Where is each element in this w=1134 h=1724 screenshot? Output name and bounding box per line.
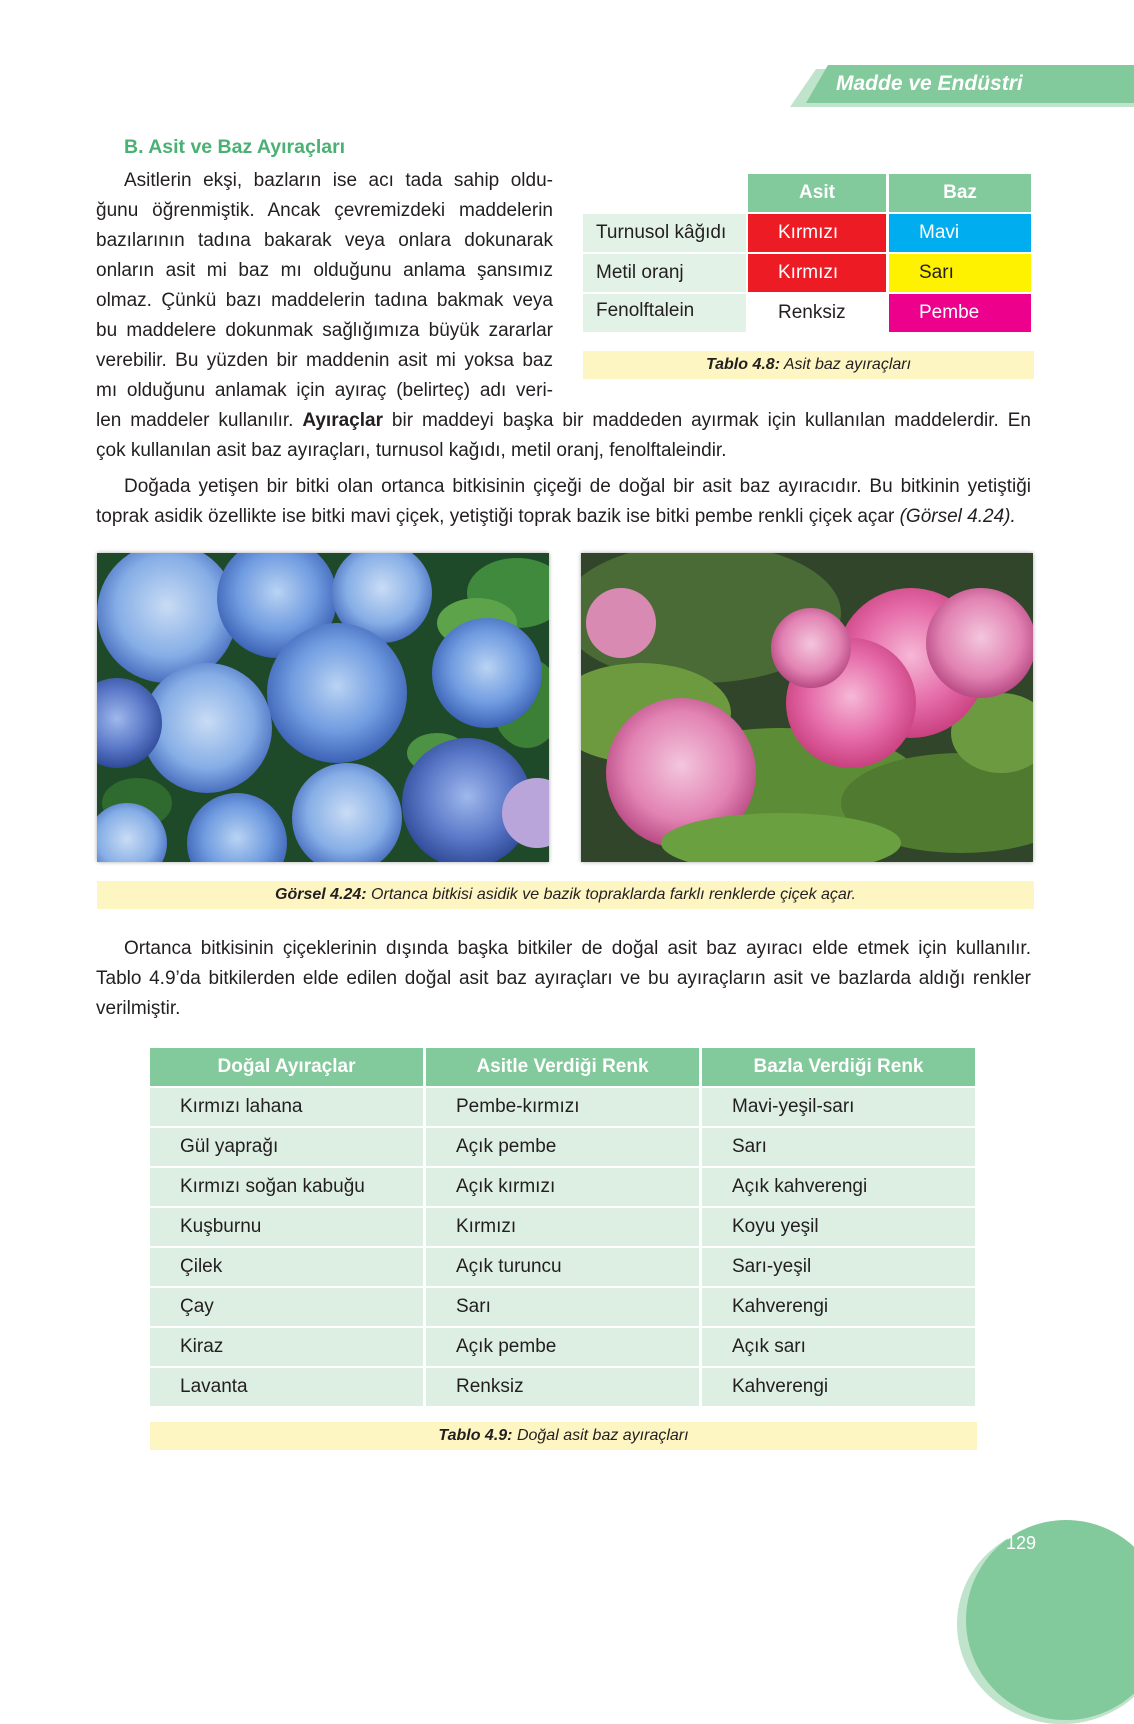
blue-hydrangea-photo: [97, 553, 549, 862]
table-row: [150, 1088, 975, 1126]
intro-line: Asitlerin ekşi, bazların ise acı tada sahip oldu-: [124, 170, 553, 191]
intro-line: mı olduğunu anlamak için ayıraç (belirteç) adı veri-: [96, 380, 553, 401]
table-row: [150, 1368, 975, 1406]
base-color-cell: Kahverengi: [702, 1368, 975, 1406]
indicator-name-cell: Kiraz: [150, 1328, 423, 1366]
acid-color-cell: Kırmızı: [748, 254, 886, 292]
page-number: 129: [1006, 1533, 1037, 1553]
acid-color-cell: Açık pembe: [426, 1128, 699, 1166]
base-color-cell: Açık sarı: [702, 1328, 975, 1366]
intro-line: olmaz. Çünkü bazı maddelerin tadına bakmak veya: [96, 290, 553, 311]
base-color-cell: Sarı: [889, 254, 1031, 292]
figure-caption: Görsel 4.24: Ortanca bitkisi asidik ve bazik topraklarda farklı renklerde çiçek açar.: [97, 881, 1034, 909]
acid-color-cell: Sarı: [426, 1288, 699, 1326]
base-color-cell: Mavi-yeşil-sarı: [702, 1088, 975, 1126]
base-color-cell: Kahverengi: [702, 1288, 975, 1326]
indicator-name-cell: Kuşburnu: [150, 1208, 423, 1246]
base-color-cell: Mavi: [889, 214, 1031, 252]
table-row: [150, 1128, 975, 1166]
acid-color-cell: Açık kırmızı: [426, 1168, 699, 1206]
table-header: Asitle Verdiği Renk: [426, 1048, 699, 1086]
pink-hydrangea-photo: [581, 553, 1033, 862]
table-row-label: Turnusol kâğıdı: [583, 214, 746, 252]
base-color-cell: Pembe: [889, 294, 1031, 332]
para3-line: Tablo 4.9’da bitkilerden elde edilen doğal asit baz ayıraçları ve bu ayıraçların asit ve bazlarda aldığı renkler: [96, 968, 1031, 989]
indicator-name-cell: Kırmızı soğan kabuğu: [150, 1168, 423, 1206]
base-color-cell: Sarı-yeşil: [702, 1248, 975, 1286]
intro-line: bazılarının tadına bakarak veya onlara dokunarak: [96, 230, 553, 251]
table-row-label: Metil oranj: [583, 254, 746, 292]
para3-line: verilmiştir.: [96, 998, 181, 1019]
table-row: [150, 1168, 975, 1206]
indicator-name-cell: Kırmızı lahana: [150, 1088, 423, 1126]
indicator-name-cell: Gül yaprağı: [150, 1128, 423, 1166]
table-row: [150, 1328, 975, 1366]
indicator-name-cell: Çilek: [150, 1248, 423, 1286]
table-row: [150, 1208, 975, 1246]
base-color-cell: Açık kahverengi: [702, 1168, 975, 1206]
table49-caption: Tablo 4.9: Doğal asit baz ayıraçları: [150, 1422, 977, 1450]
base-color-cell: Koyu yeşil: [702, 1208, 975, 1246]
acid-color-cell: Pembe-kırmızı: [426, 1088, 699, 1126]
para2-line: toprak asidik özellikte ise bitki mavi çiçek, yetiştiği toprak bazik ise bitki pembe renkli çiçek açar (Görsel 4.24).: [96, 506, 1016, 527]
table-row-label: Fenolftalein: [583, 294, 746, 332]
keyword-ayiraclar: Ayıraçlar: [302, 410, 383, 431]
intro-line-full: çok kullanılan asit baz ayıraçları, turnusol kağıdı, metil oranj, fenolftaleindir.: [96, 440, 727, 461]
table-row: [150, 1288, 975, 1326]
table-header: Baz: [889, 174, 1031, 212]
intro-line: verebilir. Bu yüzden bir maddenin asit mi yoksa baz: [96, 350, 553, 371]
section-title: B. Asit ve Baz Ayıraçları: [124, 136, 346, 158]
intro-line: onların asit mi baz mı olduğunu anlama şansımız: [96, 260, 553, 281]
table-header: Bazla Verdiği Renk: [702, 1048, 975, 1086]
base-color-cell: Sarı: [702, 1128, 975, 1166]
acid-color-cell: Kırmızı: [748, 214, 886, 252]
acid-color-cell: Açık pembe: [426, 1328, 699, 1366]
table-header: Doğal Ayıraçlar: [150, 1048, 423, 1086]
para2-line: Doğada yetişen bir bitki olan ortanca bitkisinin çiçeği de doğal bir asit baz ayıracıdır. Bu bitkinin yetiştiği: [124, 476, 1031, 497]
intro-line-full: len maddeler kullanılır. Ayıraçlar bir maddeyi başka bir maddeden ayırmak için kullanılan maddelerdir. En: [96, 410, 1031, 431]
table-header: Asit: [748, 174, 886, 212]
table-row: [150, 1248, 975, 1286]
indicator-name-cell: Çay: [150, 1288, 423, 1326]
acid-color-cell: Renksiz: [426, 1368, 699, 1406]
table-header-row: [150, 1048, 975, 1086]
acid-color-cell: Açık turuncu: [426, 1248, 699, 1286]
para3-line: Ortanca bitkisinin çiçeklerinin dışında başka bitkiler de doğal asit baz ayıracı elde etmek için kullanılır.: [124, 938, 1031, 959]
intro-line: ğunu öğrenmiştik. Ancak çevremizdeki maddelerin: [96, 200, 553, 221]
intro-line: bu maddelere dokunmak sağlığımıza büyük zararlar: [96, 320, 553, 341]
acid-color-cell: Kırmızı: [426, 1208, 699, 1246]
acid-color-cell: Renksiz: [748, 294, 886, 332]
indicator-name-cell: Lavanta: [150, 1368, 423, 1406]
table48-caption: Tablo 4.8: Asit baz ayıraçları: [583, 351, 1034, 379]
unit-title: Madde ve Endüstri: [836, 72, 1023, 95]
